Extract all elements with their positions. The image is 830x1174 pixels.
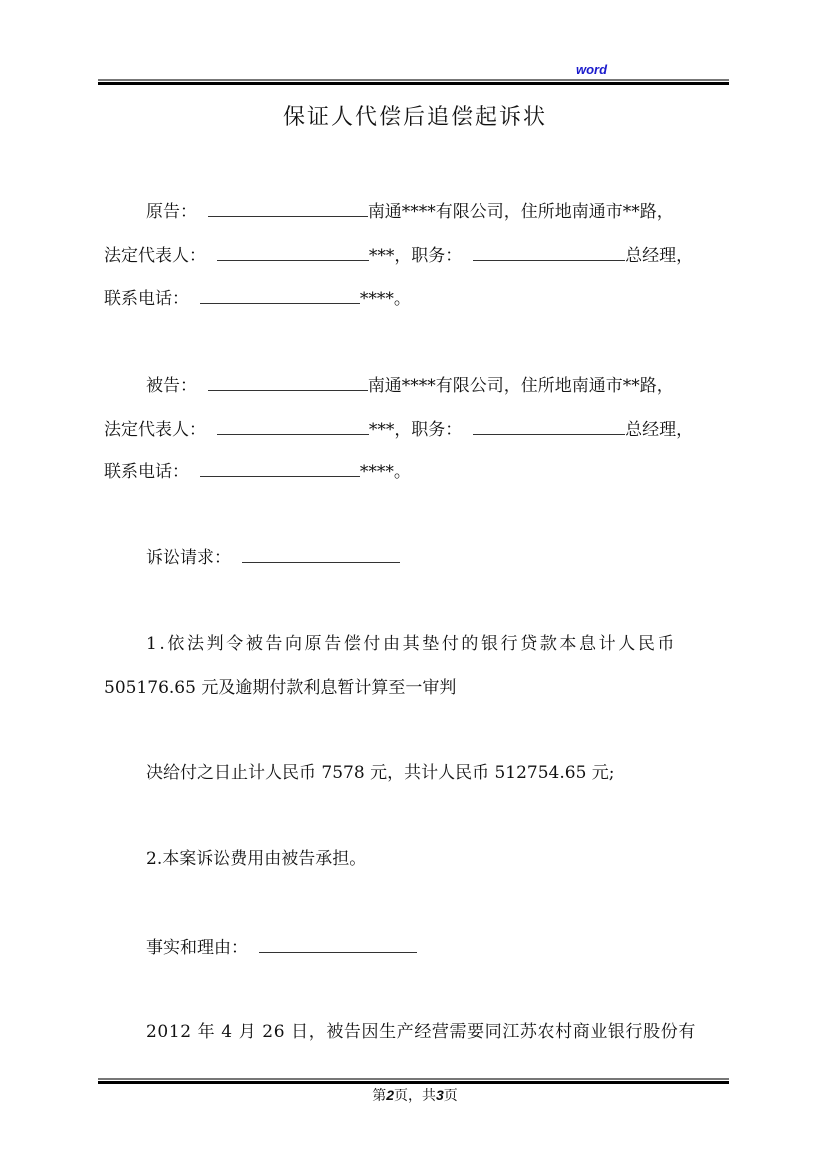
rep-label: 法定代表人： [104, 246, 206, 266]
rep-label: 法定代表人： [104, 420, 206, 440]
claim-2: 2.本案诉讼费用由被告承担。 [146, 849, 367, 869]
phone-value: ****。 [359, 462, 411, 482]
phone-label: 联系电话： [104, 462, 189, 482]
defendant-line [146, 372, 674, 398]
phone-label: 联系电话： [104, 289, 189, 309]
facts-label: 事实和理由： [146, 938, 248, 958]
claim-1-line-3: 决给付之日止计人民币 7578 元，共计人民币 512754.65 元; [146, 763, 615, 783]
plaintiff-phone-line [104, 285, 411, 311]
facts-heading [146, 934, 417, 960]
blank-field[interactable] [217, 416, 369, 435]
defendant-rep-line [104, 416, 693, 442]
plaintiff-rep-line [104, 242, 693, 268]
blank-field[interactable] [217, 242, 369, 261]
header-rule-thick [98, 82, 729, 85]
footer-rule-thin [98, 1078, 729, 1080]
blank-field[interactable] [473, 242, 625, 261]
document-title: 保证人代偿后追偿起诉状 [282, 105, 547, 130]
blank-field[interactable] [200, 285, 360, 304]
blank-field[interactable] [208, 372, 368, 391]
footer-rule-thick [98, 1081, 729, 1084]
rep-value: ***，职务： [368, 246, 463, 266]
position-value: 总经理， [625, 420, 694, 440]
defendant-label: 被告： [146, 376, 197, 396]
page-suffix: 页 [443, 1088, 458, 1104]
position-value: 总经理， [625, 246, 694, 266]
total-pages: 3 [436, 1087, 444, 1103]
rep-value: ***，职务： [368, 420, 463, 440]
plaintiff-name: 南通****有限公司，住所地南通市**路， [367, 202, 674, 222]
claim-1-line-2: 505176.65 元及逾期付款利息暂计算至一审判 [104, 678, 457, 698]
blank-field[interactable] [242, 544, 400, 563]
blank-field[interactable] [200, 458, 360, 477]
phone-value: ****。 [359, 289, 411, 309]
current-page: 2 [386, 1087, 394, 1103]
blank-field[interactable] [208, 198, 368, 217]
defendant-name: 南通****有限公司，住所地南通市**路， [367, 376, 674, 396]
header-brand: word [576, 62, 608, 77]
page-number [0, 1085, 830, 1105]
claims-heading [146, 544, 400, 570]
page-mid: 页，共 [394, 1088, 436, 1104]
claims-label: 诉讼请求： [146, 548, 231, 568]
claim-1-line-1: 1.依法判令被告向原告偿付由其垫付的银行贷款本息计人民币 [146, 634, 678, 654]
facts-line-1: 2012 年 4 月 26 日，被告因生产经营需要同江苏农村商业银行股份有 [146, 1022, 696, 1042]
plaintiff-label: 原告： [146, 202, 197, 222]
page-prefix: 第 [372, 1088, 387, 1104]
plaintiff-line [146, 198, 674, 224]
header-rule-thin [98, 79, 729, 81]
blank-field[interactable] [473, 416, 625, 435]
defendant-phone-line [104, 458, 411, 484]
blank-field[interactable] [259, 934, 417, 953]
